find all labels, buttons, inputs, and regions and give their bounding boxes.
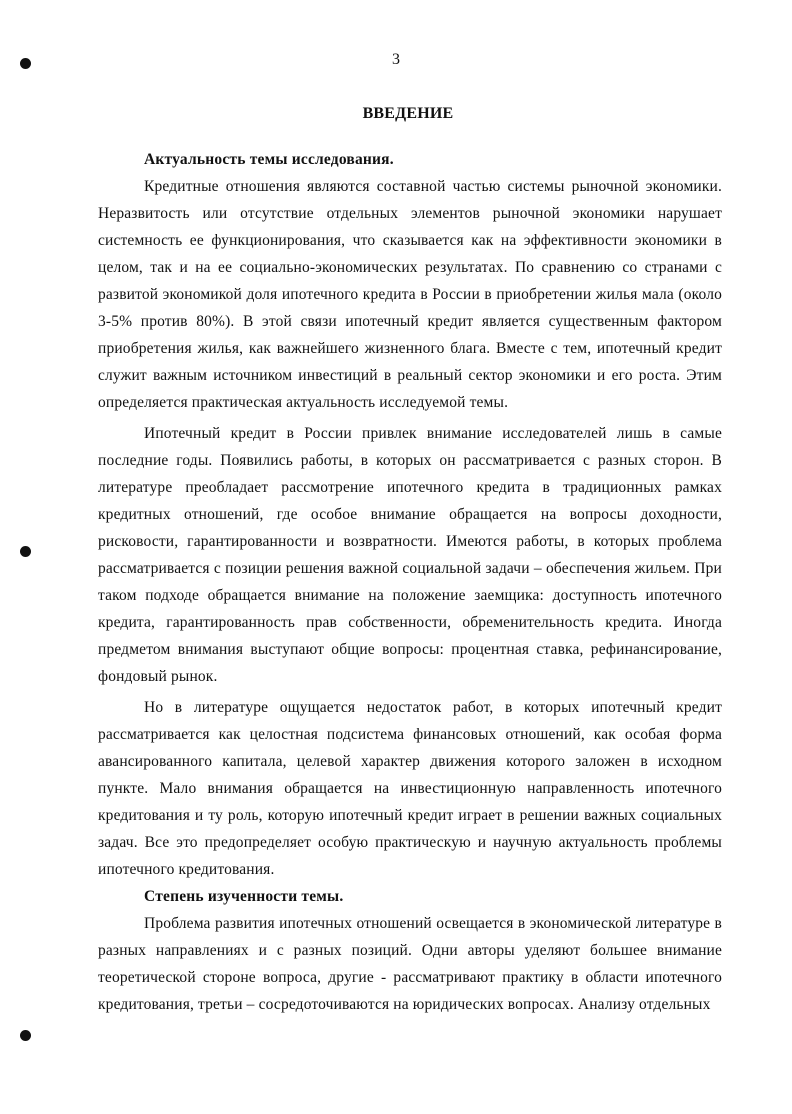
page-number: 3 xyxy=(392,51,400,68)
paragraph: Кредитные отношения являются составной частью системы рыночной экономики. Неразвитость или отсутствие отдельных элементов рыночной экономики нарушает системность ее функционирования, что сказывается как на эффективности экономики в целом, так и на ее социально-экономических результатах. По сравнению со странами с развитой экономикой доля ипотечного кредита в России в приобретении жилья мала (около 3-5% против 80%). В этой связи ипотечный кредит является существенным фактором приобретения жилья, как важнейшего жизненного блага. Вместе с тем, ипотечный кредит служит важным источником инвестиций в реальный сектор экономики и его роста. Этим определяется практическая актуальность исследуемой темы. xyxy=(98,178,722,411)
section-heading-study-degree: Степень изученности темы. xyxy=(144,888,344,905)
paragraph: Проблема развития ипотечных отношений освещается в экономической литературе в разных направлениях и с разных позиций. Одни авторы уделяют большее внимание теоретической стороне вопроса, другие - рассматривают практику в области ипотечного кредитования, третьи – сосредоточиваются на юридических вопросах. Анализу отдельных xyxy=(98,915,722,1013)
paragraph: Ипотечный кредит в России привлек внимание исследователей лишь в самые последние годы. Появились работы, в которых он рассматривается с разных сторон. В литературе преобладает рассмотрение ипотечного кредита в традиционных рамках кредитных отношений, где особое внимание обращается на вопросы доходности, рисковости, гарантированности и возвратности. Имеются работы, в которых проблема рассматривается с позиции решения важной социальной задачи – обеспечения жильем. При таком подходе обращается внимание на положение заемщика: доступность ипотечного кредита, гарантированность прав собственности, обременительность кредита. Иногда предметом внимания выступают общие вопросы: процентная ставка, рефинансирование, фондовый рынок. xyxy=(98,425,722,685)
paragraph: Но в литературе ощущается недостаток работ, в которых ипотечный кредит рассматривается как целостная подсистема финансовых отношений, как особая форма авансированного капитала, целевой характер движения которого заложен в исходном пункте. Мало внимания обращается на инвестиционную направленность ипотечного кредитования и ту роль, которую ипотечный кредит играет в решении важных социальных задач. Все это предопределяет особую практическую и научную актуальность проблемы ипотечного кредитования. xyxy=(98,699,722,878)
page-title: ВВЕДЕНИЕ xyxy=(362,105,454,122)
binder-hole-mark xyxy=(20,546,31,557)
section-heading-relevance: Актуальность темы исследования. xyxy=(144,151,394,168)
body-text xyxy=(98,146,722,1018)
binder-hole-mark xyxy=(20,1030,31,1041)
